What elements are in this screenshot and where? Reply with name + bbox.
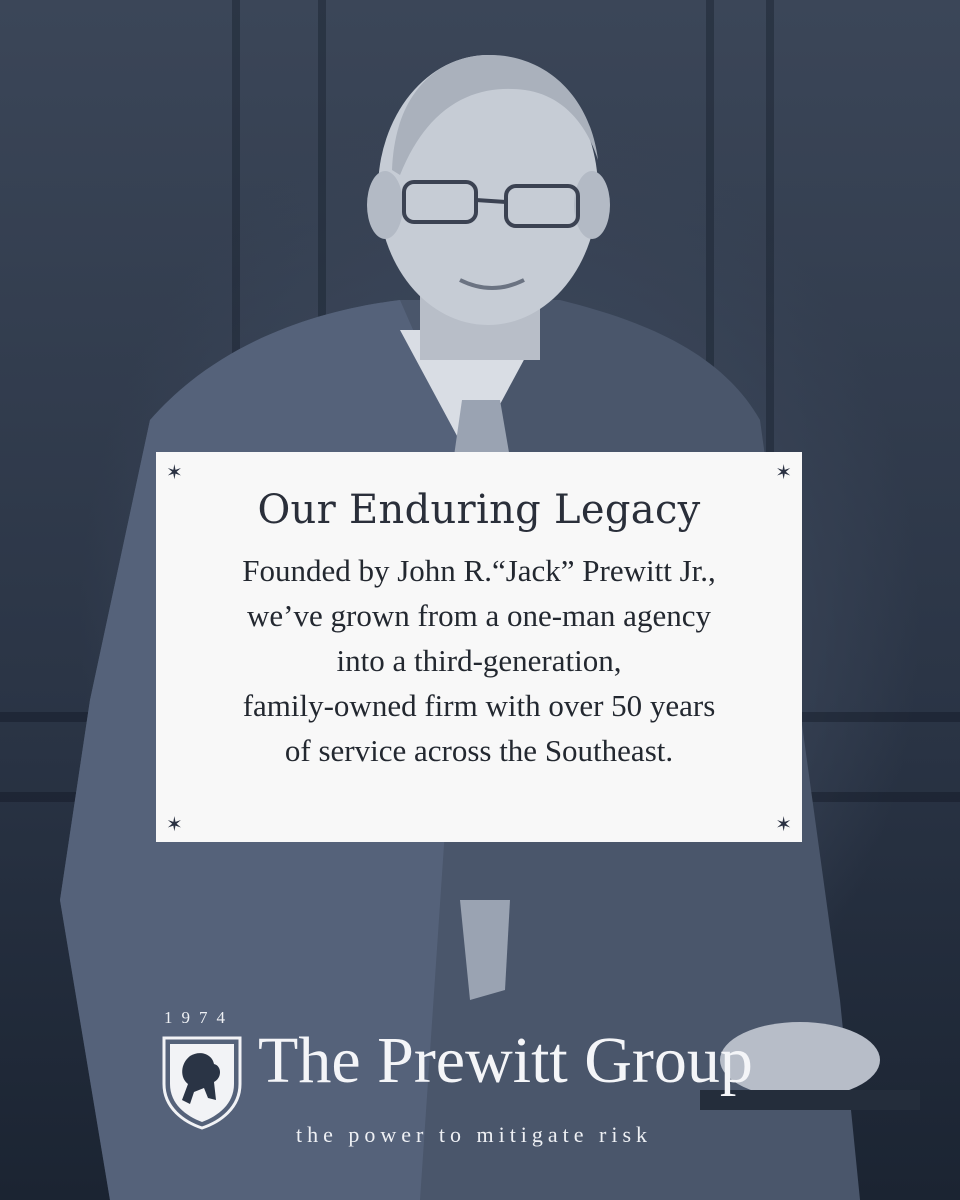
star-icon: ✶ — [775, 460, 792, 484]
founding-year: 1974 — [164, 1008, 234, 1027]
card-body-line: into a third-generation, — [336, 643, 622, 678]
legacy-card — [156, 452, 802, 842]
brand-name: The Prewitt Group — [258, 1024, 753, 1097]
brand-tagline: the power to mitigate risk — [296, 1122, 653, 1147]
card-body-line: Founded by John R.“Jack” Prewitt Jr., — [242, 553, 716, 588]
card-body — [179, 548, 779, 773]
card-body-line: we’ve grown from a one-man agency — [247, 598, 711, 633]
star-icon: ✶ — [166, 812, 183, 836]
star-icon: ✶ — [775, 812, 792, 836]
card-title: Our Enduring Legacy — [257, 487, 701, 533]
lion-shield-icon — [160, 1034, 244, 1130]
card-body-line: family-owned firm with over 50 years — [242, 688, 716, 723]
card-body-line: of service across the Southeast. — [284, 733, 674, 768]
star-icon: ✶ — [166, 460, 183, 484]
